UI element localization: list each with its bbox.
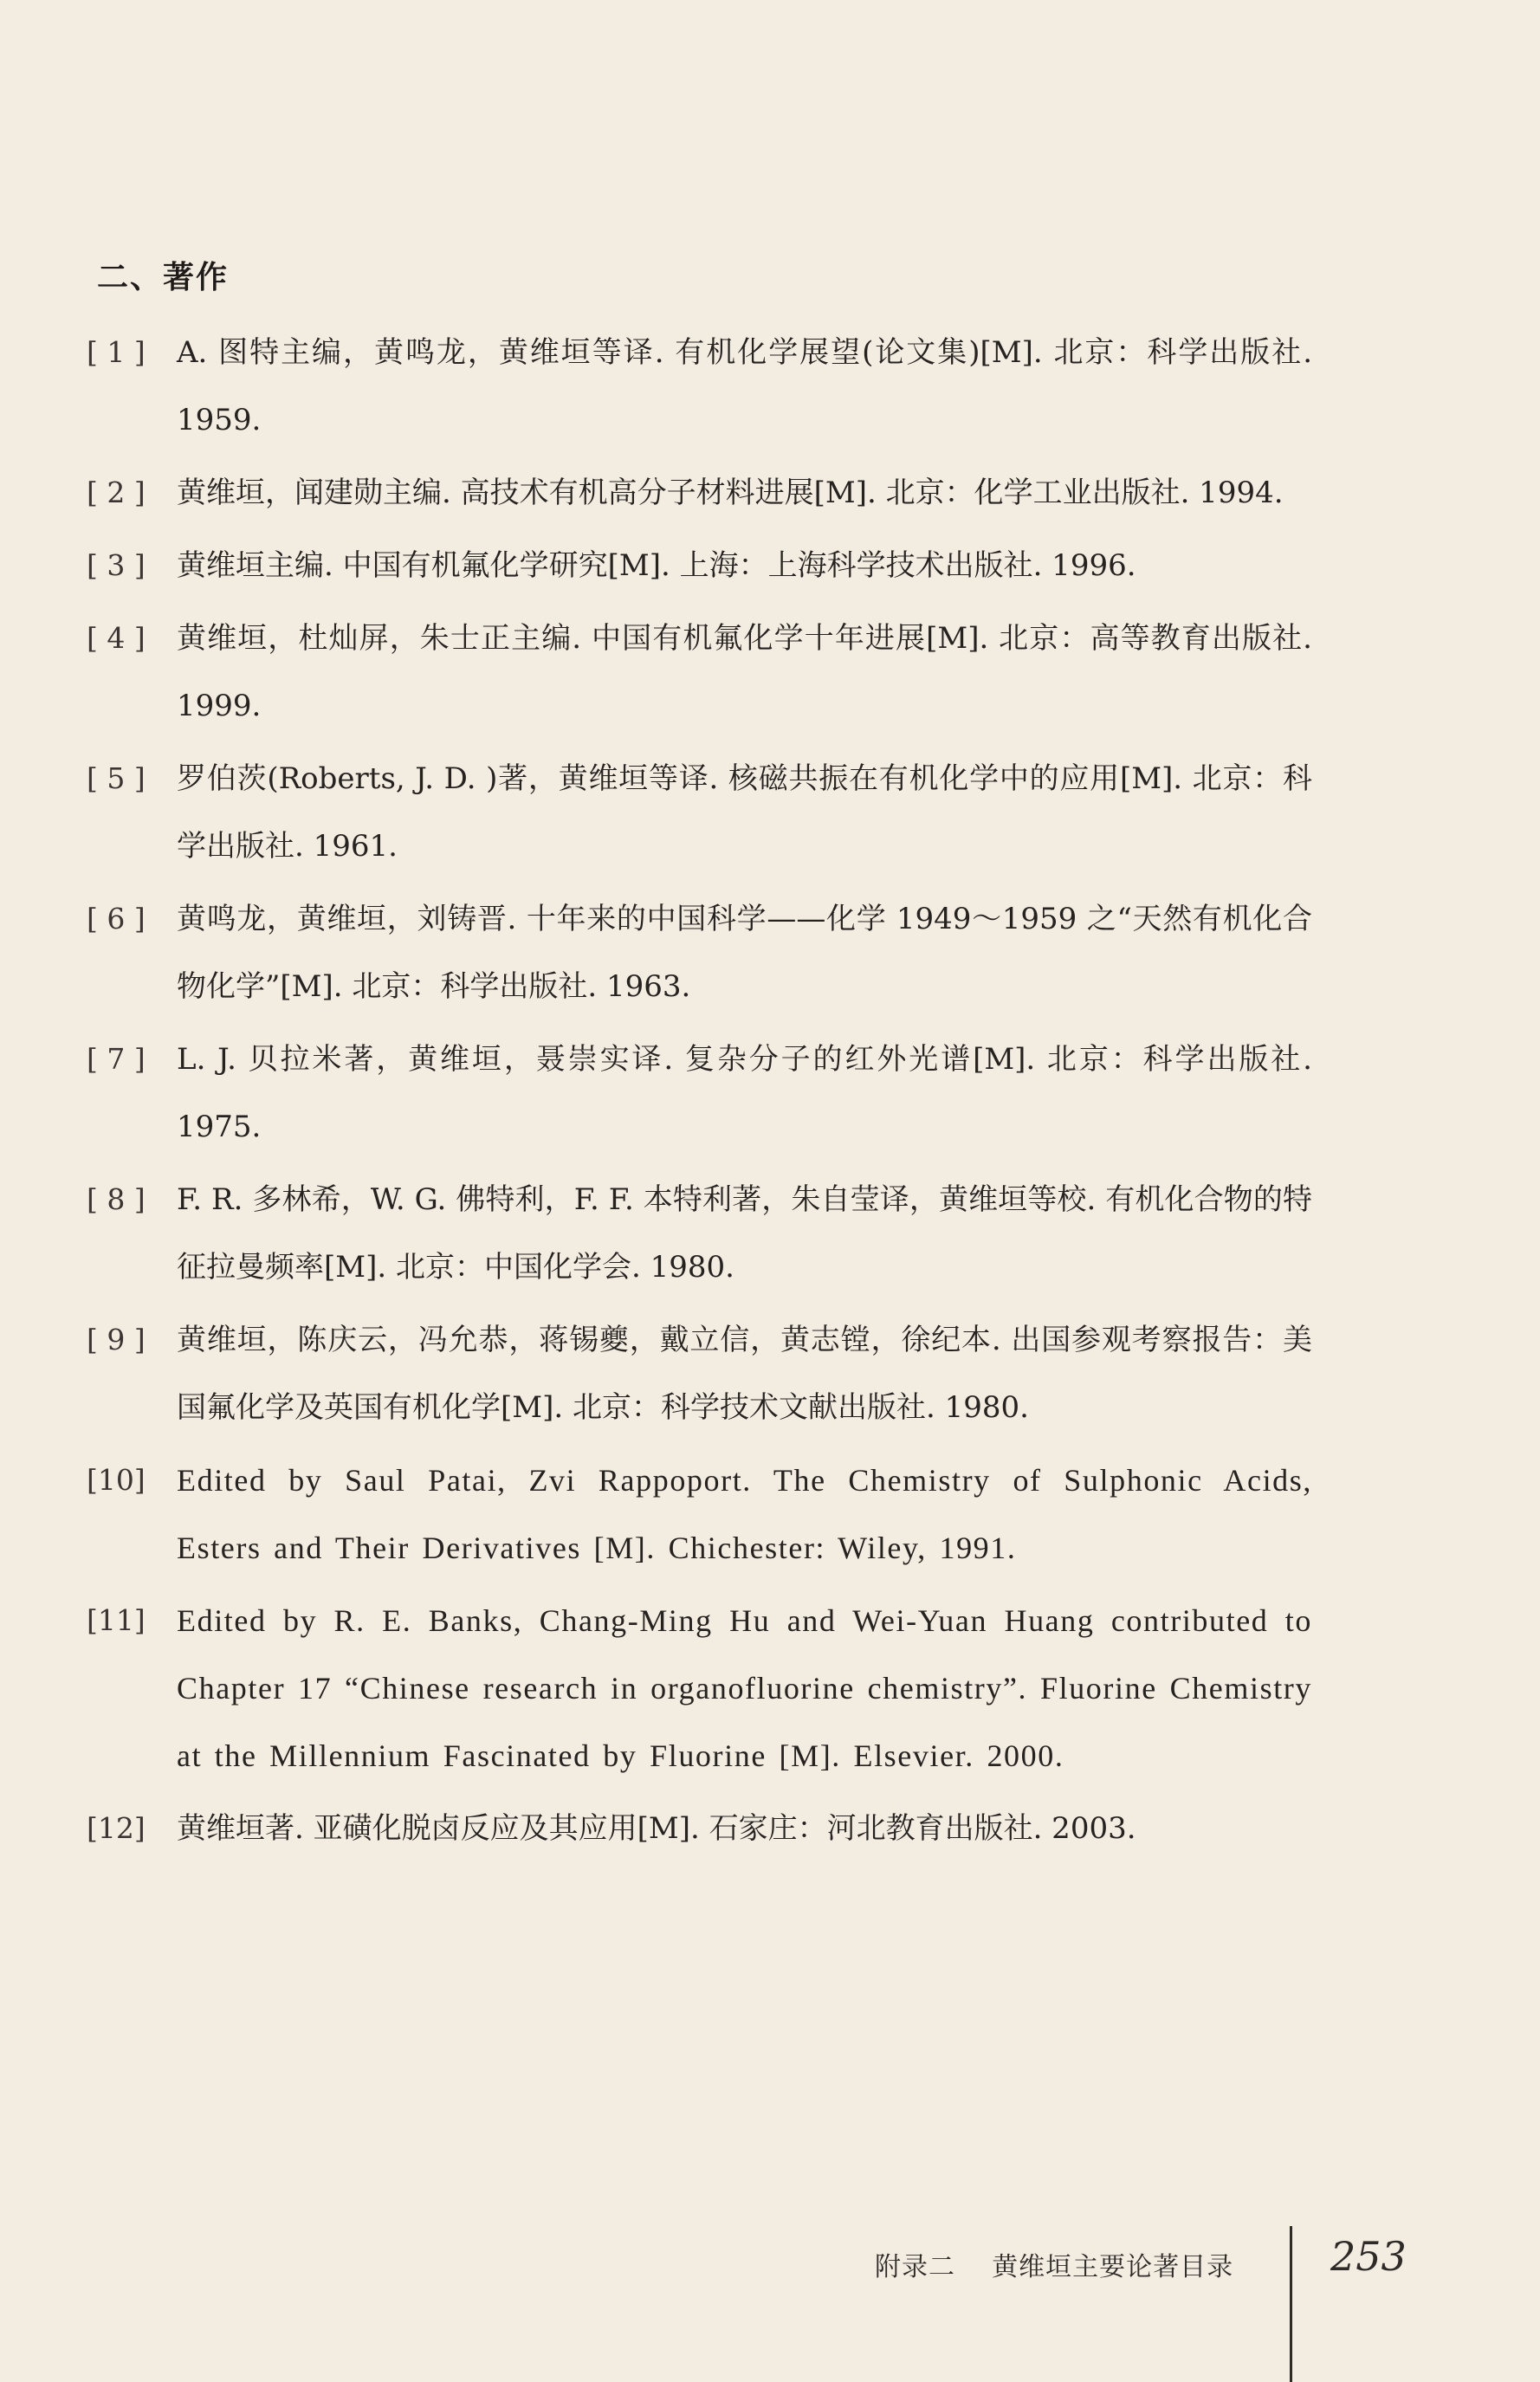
reference-text: 黄维垣，陈庆云，冯允恭，蒋锡夔，戴立信，黄志镗，徐纪本. 出国参观考察报告：美国氟化学及英国有机化学[M]. 北京：科学技术文献出版社. 1980. [177, 1323, 1312, 1425]
reference-text: 黄鸣龙，黄维垣，刘铸晋. 十年来的中国科学——化学 1949～1959 之“天然有机化合物化学”[M]. 北京：科学出版社. 1963. [177, 902, 1312, 1004]
reference-item [87, 605, 1312, 740]
reference-text: 黄维垣主编. 中国有机氟化学研究[M]. 上海：上海科学技术出版社. 1996. [177, 548, 1136, 583]
reference-number: [ 6 ] [87, 902, 146, 935]
section-heading: 二、著作 [97, 260, 230, 295]
reference-number: [ 9 ] [87, 1323, 146, 1356]
reference-text: Edited by Saul Patai, Zvi Rappoport. The Chemistry of Sulphonic Acids, Esters and Their Derivatives [M]. Chichester: Wiley, 1991. [177, 1463, 1312, 1565]
reference-number: [11] [87, 1603, 146, 1637]
reference-item [87, 1587, 1312, 1790]
reference-number: [ 1 ] [87, 335, 146, 369]
reference-text: L. J. 贝拉米著，黄维垣，聂崇实译. 复杂分子的红外光谱[M]. 北京：科学出版社. 1975. [177, 1042, 1312, 1144]
reference-item [87, 1166, 1312, 1301]
reference-text: 黄维垣，闻建勋主编. 高技术有机高分子材料进展[M]. 北京：化学工业出版社. 1994. [177, 476, 1284, 510]
reference-number: [10] [87, 1463, 146, 1497]
reference-item [87, 459, 1312, 527]
reference-item [87, 1795, 1312, 1862]
reference-text: Edited by R. E. Banks, Chang-Ming Hu and Wei-Yuan Huang contributed to Chapter 17 “Chinese research in organofluorine chemistry”. Fluorine Chemistry at the Millennium Fascinated by Fluorine [M]. Elsevier. 2000. [177, 1603, 1312, 1773]
reference-item [87, 745, 1312, 880]
reference-number: [ 7 ] [87, 1042, 146, 1076]
reference-item [87, 1306, 1312, 1441]
reference-text: F. R. 多林希，W. G. 佛特利，F. F. 本特利著，朱自莹译，黄维垣等校. 有机化合物的特征拉曼频率[M]. 北京：中国化学会. 1980. [177, 1182, 1312, 1285]
reference-number: [ 8 ] [87, 1182, 146, 1216]
reference-number: [ 4 ] [87, 621, 146, 655]
reference-list [87, 319, 1312, 1867]
reference-number: [ 3 ] [87, 548, 146, 582]
reference-item [87, 1447, 1312, 1582]
reference-text: 黄维垣著. 亚磺化脱卤反应及其应用[M]. 石家庄：河北教育出版社. 2003. [177, 1811, 1136, 1846]
reference-number: [ 2 ] [87, 476, 146, 509]
reference-text: A. 图特主编，黄鸣龙，黄维垣等译. 有机化学展望(论文集)[M]. 北京：科学出版社. 1959. [177, 335, 1312, 437]
footer-divider [1290, 2226, 1292, 2382]
reference-item [87, 532, 1312, 599]
reference-text: 黄维垣，杜灿屏，朱士正主编. 中国有机氟化学十年进展[M]. 北京：高等教育出版社. 1999. [177, 621, 1312, 723]
reference-number: [12] [87, 1811, 146, 1845]
reference-item [87, 885, 1312, 1020]
reference-item [87, 319, 1312, 454]
reference-number: [ 5 ] [87, 761, 146, 795]
reference-item [87, 1026, 1312, 1161]
page-number: 253 [1330, 2233, 1407, 2280]
reference-text: 罗伯茨(Roberts, J. D. )著，黄维垣等译. 核磁共振在有机化学中的应用[M]. 北京：科学出版社. 1961. [177, 761, 1312, 864]
running-footer: 附录二 黄维垣主要论著目录 [875, 2252, 1234, 2282]
